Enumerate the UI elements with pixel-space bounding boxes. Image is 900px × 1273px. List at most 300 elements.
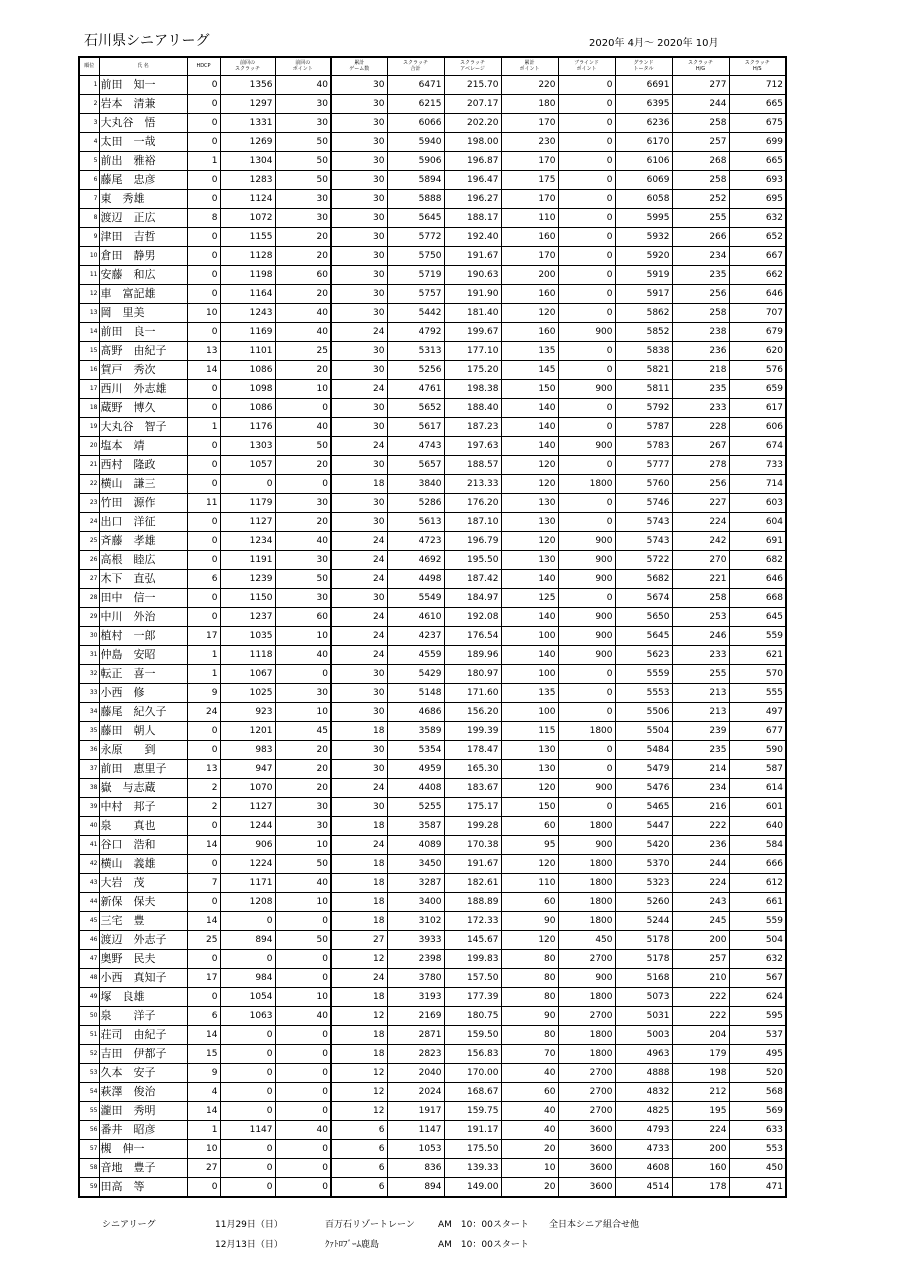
cell-point-total: 80: [501, 1025, 558, 1044]
cell-grand-total: 5479: [615, 759, 672, 778]
cell-blind-point: 3600: [558, 1120, 615, 1139]
cell-grand-total: 5623: [615, 645, 672, 664]
cell-scratch-hg: 243: [672, 892, 729, 911]
cell-scratch-total: 5313: [387, 341, 444, 360]
cell-prev-point: 25: [275, 341, 331, 360]
cell-scratch-total: 1147: [387, 1120, 444, 1139]
table-row: [79, 94, 786, 113]
cell-name: 津田 吉哲: [99, 227, 187, 246]
cell-rank: 33: [79, 683, 99, 702]
cell-prev-scratch: 1244: [220, 816, 275, 835]
cell-prev-scratch: 983: [220, 740, 275, 759]
cell-scratch-total: 4959: [387, 759, 444, 778]
cell-name: 前出 雅裕: [99, 151, 187, 170]
cell-prev-point: 50: [275, 930, 331, 949]
cell-rank: 47: [79, 949, 99, 968]
cell-point-total: 100: [501, 664, 558, 683]
cell-prev-point: 0: [275, 664, 331, 683]
cell-rank: 44: [79, 892, 99, 911]
cell-name: 吉田 伊都子: [99, 1044, 187, 1063]
cell-rank: 5: [79, 151, 99, 170]
cell-rank: 55: [79, 1101, 99, 1120]
cell-hdcp: 1: [187, 1120, 220, 1139]
cell-name: 仲島 安昭: [99, 645, 187, 664]
cell-scratch-hg: 236: [672, 341, 729, 360]
cell-hdcp: 0: [187, 189, 220, 208]
cell-prev-scratch: 1356: [220, 75, 275, 94]
cell-hdcp: 6: [187, 1006, 220, 1025]
cell-scratch-hg: 213: [672, 683, 729, 702]
cell-prev-point: 10: [275, 892, 331, 911]
cell-scratch-hs: 633: [729, 1120, 786, 1139]
cell-games: 30: [331, 284, 387, 303]
cell-name: 大丸谷 悟: [99, 113, 187, 132]
cell-games: 24: [331, 436, 387, 455]
cell-scratch-hg: 236: [672, 835, 729, 854]
cell-scratch-avg: 196.27: [444, 189, 501, 208]
cell-scratch-total: 3587: [387, 816, 444, 835]
cell-scratch-total: 5657: [387, 455, 444, 474]
cell-games: 24: [331, 379, 387, 398]
cell-scratch-total: 3287: [387, 873, 444, 892]
cell-hdcp: 0: [187, 265, 220, 284]
cell-hdcp: 0: [187, 987, 220, 1006]
cell-scratch-avg: 197.63: [444, 436, 501, 455]
cell-grand-total: 5743: [615, 531, 672, 550]
cell-rank: 52: [79, 1044, 99, 1063]
ranking-rows: [79, 75, 786, 1197]
cell-scratch-hg: 214: [672, 759, 729, 778]
cell-scratch-avg: 198.00: [444, 132, 501, 151]
cell-prev-scratch: 1098: [220, 379, 275, 398]
cell-point-total: 140: [501, 417, 558, 436]
cell-prev-point: 0: [275, 1082, 331, 1101]
cell-rank: 6: [79, 170, 99, 189]
cell-scratch-avg: 191.67: [444, 246, 501, 265]
cell-games: 30: [331, 208, 387, 227]
cell-name: 永原 到: [99, 740, 187, 759]
cell-grand-total: 5650: [615, 607, 672, 626]
cell-name: 泉 洋子: [99, 1006, 187, 1025]
cell-blind-point: 0: [558, 246, 615, 265]
cell-games: 30: [331, 797, 387, 816]
cell-prev-scratch: 1035: [220, 626, 275, 645]
cell-name: 前田 恵里子: [99, 759, 187, 778]
cell-grand-total: 5465: [615, 797, 672, 816]
cell-grand-total: 5447: [615, 816, 672, 835]
cell-scratch-total: 5613: [387, 512, 444, 531]
cell-prev-point: 20: [275, 284, 331, 303]
cell-hdcp: 17: [187, 626, 220, 645]
cell-scratch-hs: 646: [729, 284, 786, 303]
table-row: [79, 930, 786, 949]
cell-prev-scratch: 1191: [220, 550, 275, 569]
cell-games: 30: [331, 132, 387, 151]
cell-grand-total: 5178: [615, 949, 672, 968]
cell-prev-point: 30: [275, 683, 331, 702]
cell-scratch-hs: 495: [729, 1044, 786, 1063]
cell-grand-total: 5743: [615, 512, 672, 531]
cell-prev-point: 30: [275, 113, 331, 132]
cell-scratch-hs: 666: [729, 854, 786, 873]
cell-hdcp: 14: [187, 1101, 220, 1120]
cell-games: 30: [331, 265, 387, 284]
cell-scratch-total: 5652: [387, 398, 444, 417]
cell-blind-point: 0: [558, 588, 615, 607]
cell-name: 小西 真知子: [99, 968, 187, 987]
cell-scratch-total: 5772: [387, 227, 444, 246]
cell-point-total: 115: [501, 721, 558, 740]
cell-name: 塚 良雄: [99, 987, 187, 1006]
cell-hdcp: 0: [187, 607, 220, 626]
cell-blind-point: 0: [558, 170, 615, 189]
cell-scratch-avg: 176.20: [444, 493, 501, 512]
cell-scratch-hg: 258: [672, 303, 729, 322]
cell-games: 30: [331, 759, 387, 778]
cell-scratch-hs: 707: [729, 303, 786, 322]
cell-grand-total: 4825: [615, 1101, 672, 1120]
cell-blind-point: 0: [558, 740, 615, 759]
cell-blind-point: 0: [558, 455, 615, 474]
footer-venue-1: 百万石リゾートレーン: [325, 1220, 415, 1230]
cell-point-total: 160: [501, 322, 558, 341]
cell-name: 車 富記雄: [99, 284, 187, 303]
footer-date-1: 11月29日（日）: [215, 1220, 283, 1230]
cell-scratch-hs: 645: [729, 607, 786, 626]
cell-prev-scratch: 0: [220, 1082, 275, 1101]
cell-point-total: 90: [501, 1006, 558, 1025]
cell-games: 6: [331, 1158, 387, 1177]
cell-scratch-hs: 677: [729, 721, 786, 740]
cell-rank: 37: [79, 759, 99, 778]
cell-name: 横山 義雄: [99, 854, 187, 873]
cell-hdcp: 27: [187, 1158, 220, 1177]
cell-grand-total: 5777: [615, 455, 672, 474]
cell-hdcp: 0: [187, 379, 220, 398]
table-row: [79, 360, 786, 379]
table-row: [79, 588, 786, 607]
cell-scratch-avg: 175.17: [444, 797, 501, 816]
cell-scratch-total: 4610: [387, 607, 444, 626]
cell-scratch-hg: 255: [672, 664, 729, 683]
cell-scratch-hg: 160: [672, 1158, 729, 1177]
cell-hdcp: 0: [187, 474, 220, 493]
cell-games: 30: [331, 189, 387, 208]
cell-blind-point: 900: [558, 835, 615, 854]
cell-blind-point: 0: [558, 512, 615, 531]
cell-scratch-hs: 537: [729, 1025, 786, 1044]
cell-rank: 25: [79, 531, 99, 550]
cell-scratch-avg: 156.20: [444, 702, 501, 721]
cell-hdcp: 24: [187, 702, 220, 721]
cell-rank: 8: [79, 208, 99, 227]
cell-scratch-hs: 679: [729, 322, 786, 341]
cell-scratch-hg: 200: [672, 1139, 729, 1158]
cell-scratch-hg: 246: [672, 626, 729, 645]
cell-name: 中村 邦子: [99, 797, 187, 816]
table-row: [79, 75, 786, 94]
table-row: [79, 246, 786, 265]
cell-prev-point: 0: [275, 1044, 331, 1063]
cell-scratch-avg: 149.00: [444, 1177, 501, 1197]
cell-games: 30: [331, 512, 387, 531]
cell-hdcp: 0: [187, 246, 220, 265]
cell-rank: 10: [79, 246, 99, 265]
cell-name: 横山 謙三: [99, 474, 187, 493]
cell-games: 18: [331, 721, 387, 740]
cell-scratch-hg: 216: [672, 797, 729, 816]
cell-scratch-hg: 210: [672, 968, 729, 987]
table-row: [79, 645, 786, 664]
cell-prev-point: 20: [275, 246, 331, 265]
cell-name: 斉藤 孝雄: [99, 531, 187, 550]
table-row: [79, 531, 786, 550]
cell-games: 30: [331, 664, 387, 683]
cell-name: 藤尾 忠彦: [99, 170, 187, 189]
cell-games: 27: [331, 930, 387, 949]
cell-prev-point: 40: [275, 1120, 331, 1139]
cell-point-total: 100: [501, 626, 558, 645]
cell-scratch-hs: 617: [729, 398, 786, 417]
table-row: [79, 303, 786, 322]
cell-prev-scratch: 1054: [220, 987, 275, 1006]
cell-scratch-avg: 177.10: [444, 341, 501, 360]
cell-scratch-hs: 601: [729, 797, 786, 816]
cell-hdcp: 9: [187, 1063, 220, 1082]
cell-prev-point: 20: [275, 455, 331, 474]
table-row: [79, 208, 786, 227]
cell-point-total: 180: [501, 94, 558, 113]
cell-rank: 58: [79, 1158, 99, 1177]
cell-scratch-hs: 668: [729, 588, 786, 607]
cell-scratch-hg: 267: [672, 436, 729, 455]
cell-prev-scratch: 1127: [220, 797, 275, 816]
cell-prev-scratch: 1101: [220, 341, 275, 360]
cell-prev-point: 0: [275, 1025, 331, 1044]
cell-hdcp: 0: [187, 550, 220, 569]
cell-hdcp: 8: [187, 208, 220, 227]
cell-rank: 22: [79, 474, 99, 493]
cell-scratch-hg: 252: [672, 189, 729, 208]
cell-scratch-avg: 187.42: [444, 569, 501, 588]
cell-blind-point: 3600: [558, 1177, 615, 1197]
table-row: [79, 702, 786, 721]
cell-scratch-hg: 235: [672, 265, 729, 284]
cell-rank: 14: [79, 322, 99, 341]
cell-scratch-avg: 187.23: [444, 417, 501, 436]
cell-scratch-hg: 233: [672, 645, 729, 664]
cell-scratch-avg: 170.38: [444, 835, 501, 854]
cell-name: 賀戸 秀次: [99, 360, 187, 379]
cell-scratch-hs: 569: [729, 1101, 786, 1120]
cell-blind-point: 0: [558, 94, 615, 113]
cell-scratch-avg: 207.17: [444, 94, 501, 113]
cell-hdcp: 0: [187, 1177, 220, 1197]
cell-blind-point: 900: [558, 968, 615, 987]
cell-games: 30: [331, 303, 387, 322]
cell-name: 岡 里美: [99, 303, 187, 322]
cell-name: 出口 洋征: [99, 512, 187, 531]
cell-scratch-hg: 235: [672, 379, 729, 398]
cell-scratch-avg: 159.50: [444, 1025, 501, 1044]
cell-hdcp: 0: [187, 132, 220, 151]
cell-name: 太田 一哉: [99, 132, 187, 151]
cell-prev-point: 50: [275, 436, 331, 455]
cell-point-total: 80: [501, 968, 558, 987]
cell-grand-total: 5792: [615, 398, 672, 417]
cell-grand-total: 5722: [615, 550, 672, 569]
cell-blind-point: 900: [558, 645, 615, 664]
footer-venue-2: ｸｧﾄﾛﾌﾞｰﾑ鹿島: [325, 1240, 380, 1250]
cell-point-total: 170: [501, 246, 558, 265]
cell-rank: 46: [79, 930, 99, 949]
cell-prev-scratch: 1243: [220, 303, 275, 322]
cell-grand-total: 5760: [615, 474, 672, 493]
table-row: [79, 1025, 786, 1044]
cell-prev-scratch: 906: [220, 835, 275, 854]
cell-scratch-avg: 191.90: [444, 284, 501, 303]
table-row: [79, 569, 786, 588]
cell-prev-scratch: 1176: [220, 417, 275, 436]
table-row: [79, 1120, 786, 1139]
cell-name: 渡辺 外志子: [99, 930, 187, 949]
cell-prev-scratch: 0: [220, 1101, 275, 1120]
cell-games: 18: [331, 873, 387, 892]
cell-rank: 32: [79, 664, 99, 683]
table-row: [79, 1006, 786, 1025]
cell-scratch-hs: 567: [729, 968, 786, 987]
cell-name: 木下 直弘: [99, 569, 187, 588]
cell-prev-point: 40: [275, 417, 331, 436]
cell-scratch-hs: 632: [729, 208, 786, 227]
cell-prev-point: 30: [275, 816, 331, 835]
cell-blind-point: 1800: [558, 911, 615, 930]
cell-scratch-avg: 184.97: [444, 588, 501, 607]
cell-prev-point: 30: [275, 550, 331, 569]
cell-games: 18: [331, 854, 387, 873]
cell-hdcp: 0: [187, 436, 220, 455]
cell-prev-scratch: 1118: [220, 645, 275, 664]
cell-blind-point: 2700: [558, 1063, 615, 1082]
cell-scratch-hg: 200: [672, 930, 729, 949]
cell-grand-total: 5920: [615, 246, 672, 265]
cell-scratch-hs: 665: [729, 94, 786, 113]
cell-rank: 20: [79, 436, 99, 455]
header-prev-point: 前回の ポイント: [275, 57, 331, 75]
cell-blind-point: 450: [558, 930, 615, 949]
cell-grand-total: 5003: [615, 1025, 672, 1044]
cell-scratch-avg: 180.75: [444, 1006, 501, 1025]
cell-name: 中川 外治: [99, 607, 187, 626]
cell-name: 新保 保夫: [99, 892, 187, 911]
cell-scratch-total: 4792: [387, 322, 444, 341]
cell-games: 30: [331, 588, 387, 607]
cell-scratch-hs: 624: [729, 987, 786, 1006]
cell-games: 24: [331, 531, 387, 550]
cell-prev-scratch: 0: [220, 1025, 275, 1044]
cell-prev-scratch: 1128: [220, 246, 275, 265]
table-row: [79, 607, 786, 626]
cell-grand-total: 4888: [615, 1063, 672, 1082]
table-row: [79, 759, 786, 778]
cell-hdcp: 0: [187, 854, 220, 873]
cell-scratch-avg: 159.75: [444, 1101, 501, 1120]
cell-name: 渡辺 正広: [99, 208, 187, 227]
cell-prev-point: 40: [275, 531, 331, 550]
cell-name: 小西 修: [99, 683, 187, 702]
cell-games: 30: [331, 227, 387, 246]
cell-point-total: 120: [501, 303, 558, 322]
cell-scratch-hg: 257: [672, 132, 729, 151]
cell-prev-scratch: 1150: [220, 588, 275, 607]
cell-prev-scratch: 1224: [220, 854, 275, 873]
cell-blind-point: 0: [558, 151, 615, 170]
cell-rank: 50: [79, 1006, 99, 1025]
cell-blind-point: 0: [558, 493, 615, 512]
cell-prev-scratch: 1057: [220, 455, 275, 474]
cell-games: 24: [331, 968, 387, 987]
cell-rank: 11: [79, 265, 99, 284]
cell-hdcp: 0: [187, 170, 220, 189]
cell-scratch-hs: 520: [729, 1063, 786, 1082]
cell-name: 前田 知一: [99, 75, 187, 94]
footer-time-2: AM 10：00スタート: [438, 1240, 529, 1250]
cell-prev-point: 20: [275, 778, 331, 797]
cell-blind-point: 1800: [558, 987, 615, 1006]
cell-scratch-total: 4723: [387, 531, 444, 550]
cell-grand-total: 5917: [615, 284, 672, 303]
cell-rank: 18: [79, 398, 99, 417]
header-hdcp: HDCP: [187, 57, 220, 75]
cell-grand-total: 4832: [615, 1082, 672, 1101]
cell-scratch-avg: 183.67: [444, 778, 501, 797]
cell-scratch-hs: 640: [729, 816, 786, 835]
table-row: [79, 1158, 786, 1177]
cell-prev-scratch: 1164: [220, 284, 275, 303]
cell-scratch-hg: 256: [672, 284, 729, 303]
page-title: 石川県シニアリーグ: [84, 33, 210, 49]
cell-rank: 45: [79, 911, 99, 930]
cell-point-total: 110: [501, 208, 558, 227]
cell-prev-scratch: 1179: [220, 493, 275, 512]
cell-games: 30: [331, 702, 387, 721]
cell-prev-scratch: 1086: [220, 360, 275, 379]
cell-scratch-hs: 606: [729, 417, 786, 436]
cell-prev-point: 0: [275, 474, 331, 493]
cell-prev-point: 50: [275, 151, 331, 170]
header-name: 氏 名: [99, 57, 187, 75]
cell-games: 30: [331, 246, 387, 265]
cell-rank: 21: [79, 455, 99, 474]
cell-blind-point: 0: [558, 265, 615, 284]
cell-prev-scratch: 0: [220, 1139, 275, 1158]
cell-name: 大丸谷 智子: [99, 417, 187, 436]
cell-name: 瀧田 秀明: [99, 1101, 187, 1120]
cell-blind-point: 900: [558, 626, 615, 645]
cell-scratch-hg: 258: [672, 113, 729, 132]
cell-scratch-hs: 471: [729, 1177, 786, 1197]
cell-scratch-total: 1917: [387, 1101, 444, 1120]
cell-point-total: 70: [501, 1044, 558, 1063]
cell-scratch-avg: 196.79: [444, 531, 501, 550]
cell-scratch-avg: 178.47: [444, 740, 501, 759]
cell-games: 24: [331, 778, 387, 797]
cell-games: 12: [331, 949, 387, 968]
cell-grand-total: 5821: [615, 360, 672, 379]
table-row: [79, 512, 786, 531]
cell-scratch-hg: 222: [672, 987, 729, 1006]
cell-grand-total: 5787: [615, 417, 672, 436]
